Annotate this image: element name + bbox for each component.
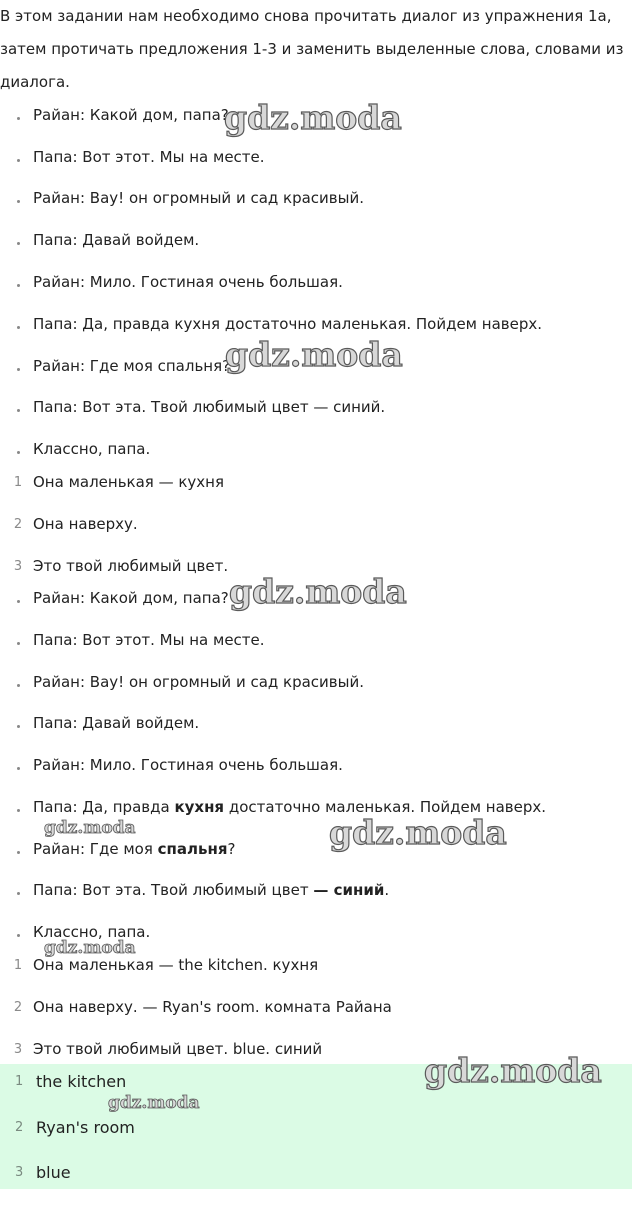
list-item: Это твой любимый цвет. xyxy=(33,557,229,575)
bullet xyxy=(17,117,20,120)
bullet xyxy=(17,851,20,854)
list-item: Райан: Какой дом, папа? xyxy=(33,106,229,124)
list-item: Райан: Мило. Гостиная очень большая. xyxy=(33,273,343,291)
highlighted-word: спальня xyxy=(157,840,228,858)
list-item: Папа: Вот этот. Мы на месте. xyxy=(33,631,265,649)
intro-text: В этом задании нам необходимо снова прочитать диалог из упражнения 1а, затем протичать предложения 1-3 и заменить выделенные слова, словами из диалога. xyxy=(0,7,624,91)
list-item: Она наверху. xyxy=(33,515,138,533)
bullet xyxy=(17,159,20,162)
list-number: 1 xyxy=(13,958,23,973)
bullet xyxy=(17,642,20,645)
list-item xyxy=(33,840,235,858)
highlighted-word: кухня xyxy=(174,798,225,816)
list-item: Райан: Какой дом, папа? xyxy=(33,589,229,607)
line-text: Райан: Где моя xyxy=(33,840,158,858)
list-number: 2 xyxy=(13,1000,23,1015)
highlighted-word: — синий xyxy=(313,881,385,899)
bullet xyxy=(17,200,20,203)
list-item: Райан: Вау! он огромный и сад красивый. xyxy=(33,673,365,691)
list-item: Папа: Давай войдем. xyxy=(33,714,200,732)
bullet xyxy=(17,725,20,728)
line-text: Папа: Да, правда xyxy=(33,798,175,816)
list-item: Папа: Вот эта. Твой любимый цвет — синий. xyxy=(33,398,386,416)
watermark: gdz.moda xyxy=(225,335,403,374)
list-number: 3 xyxy=(15,1165,24,1180)
list-item: Папа: Да, правда кухня достаточно маленькая. Пойдем наверх. xyxy=(33,315,543,333)
watermark: gdz.moda xyxy=(229,572,407,611)
list-item: Она маленькая — the kitchen. кухня xyxy=(33,956,319,974)
list-number: 3 xyxy=(13,1042,23,1057)
list-item: Это твой любимый цвет. blue. синий xyxy=(33,1040,323,1058)
bullet xyxy=(17,451,20,454)
list-item xyxy=(33,881,389,899)
list-item: Она маленькая — кухня xyxy=(33,473,225,491)
bullet xyxy=(17,809,20,812)
list-number: 2 xyxy=(15,1120,24,1135)
bullet xyxy=(17,767,20,770)
line-text: . xyxy=(384,881,390,899)
list-item: Райан: Где моя спальня? xyxy=(33,357,231,375)
bullet xyxy=(17,684,20,687)
answer-item: Ryan's room xyxy=(36,1118,135,1137)
bullet xyxy=(17,242,20,245)
line-text: ? xyxy=(227,840,236,858)
watermark: gdz.moda xyxy=(108,1093,200,1113)
watermark: gdz.moda xyxy=(224,98,402,137)
watermark: gdz.moda xyxy=(44,818,136,838)
bullet xyxy=(17,892,20,895)
bullet xyxy=(17,934,20,937)
bullet xyxy=(17,284,20,287)
bullet xyxy=(17,409,20,412)
watermark: gdz.moda xyxy=(424,1051,602,1090)
line-text: достаточно маленькая. Пойдем наверх. xyxy=(224,798,547,816)
list-item: Папа: Вот этот. Мы на месте. xyxy=(33,148,265,166)
line-text: Папа: Вот эта. Твой любимый цвет xyxy=(33,881,314,899)
list-number: 1 xyxy=(13,475,23,490)
list-item: Папа: Давай войдем. xyxy=(33,231,200,249)
bullet xyxy=(17,600,20,603)
bullet xyxy=(17,326,20,329)
list-item: Классно, папа. xyxy=(33,923,151,941)
list-item: Классно, папа. xyxy=(33,440,151,458)
answer-item: blue xyxy=(36,1163,71,1182)
list-number: 2 xyxy=(13,517,23,532)
list-item: Райан: Мило. Гостиная очень большая. xyxy=(33,756,343,774)
answer-item: the kitchen xyxy=(36,1072,127,1091)
watermark: gdz.moda xyxy=(44,938,136,958)
bullet xyxy=(17,368,20,371)
list-number: 3 xyxy=(13,559,23,574)
list-item: Райан: Вау! он огромный и сад красивый. xyxy=(33,189,365,207)
list-number: 1 xyxy=(15,1074,24,1089)
list-item: Она наверху. — Ryan's room. комната Райана xyxy=(33,998,392,1016)
watermark: gdz.moda xyxy=(329,813,507,852)
